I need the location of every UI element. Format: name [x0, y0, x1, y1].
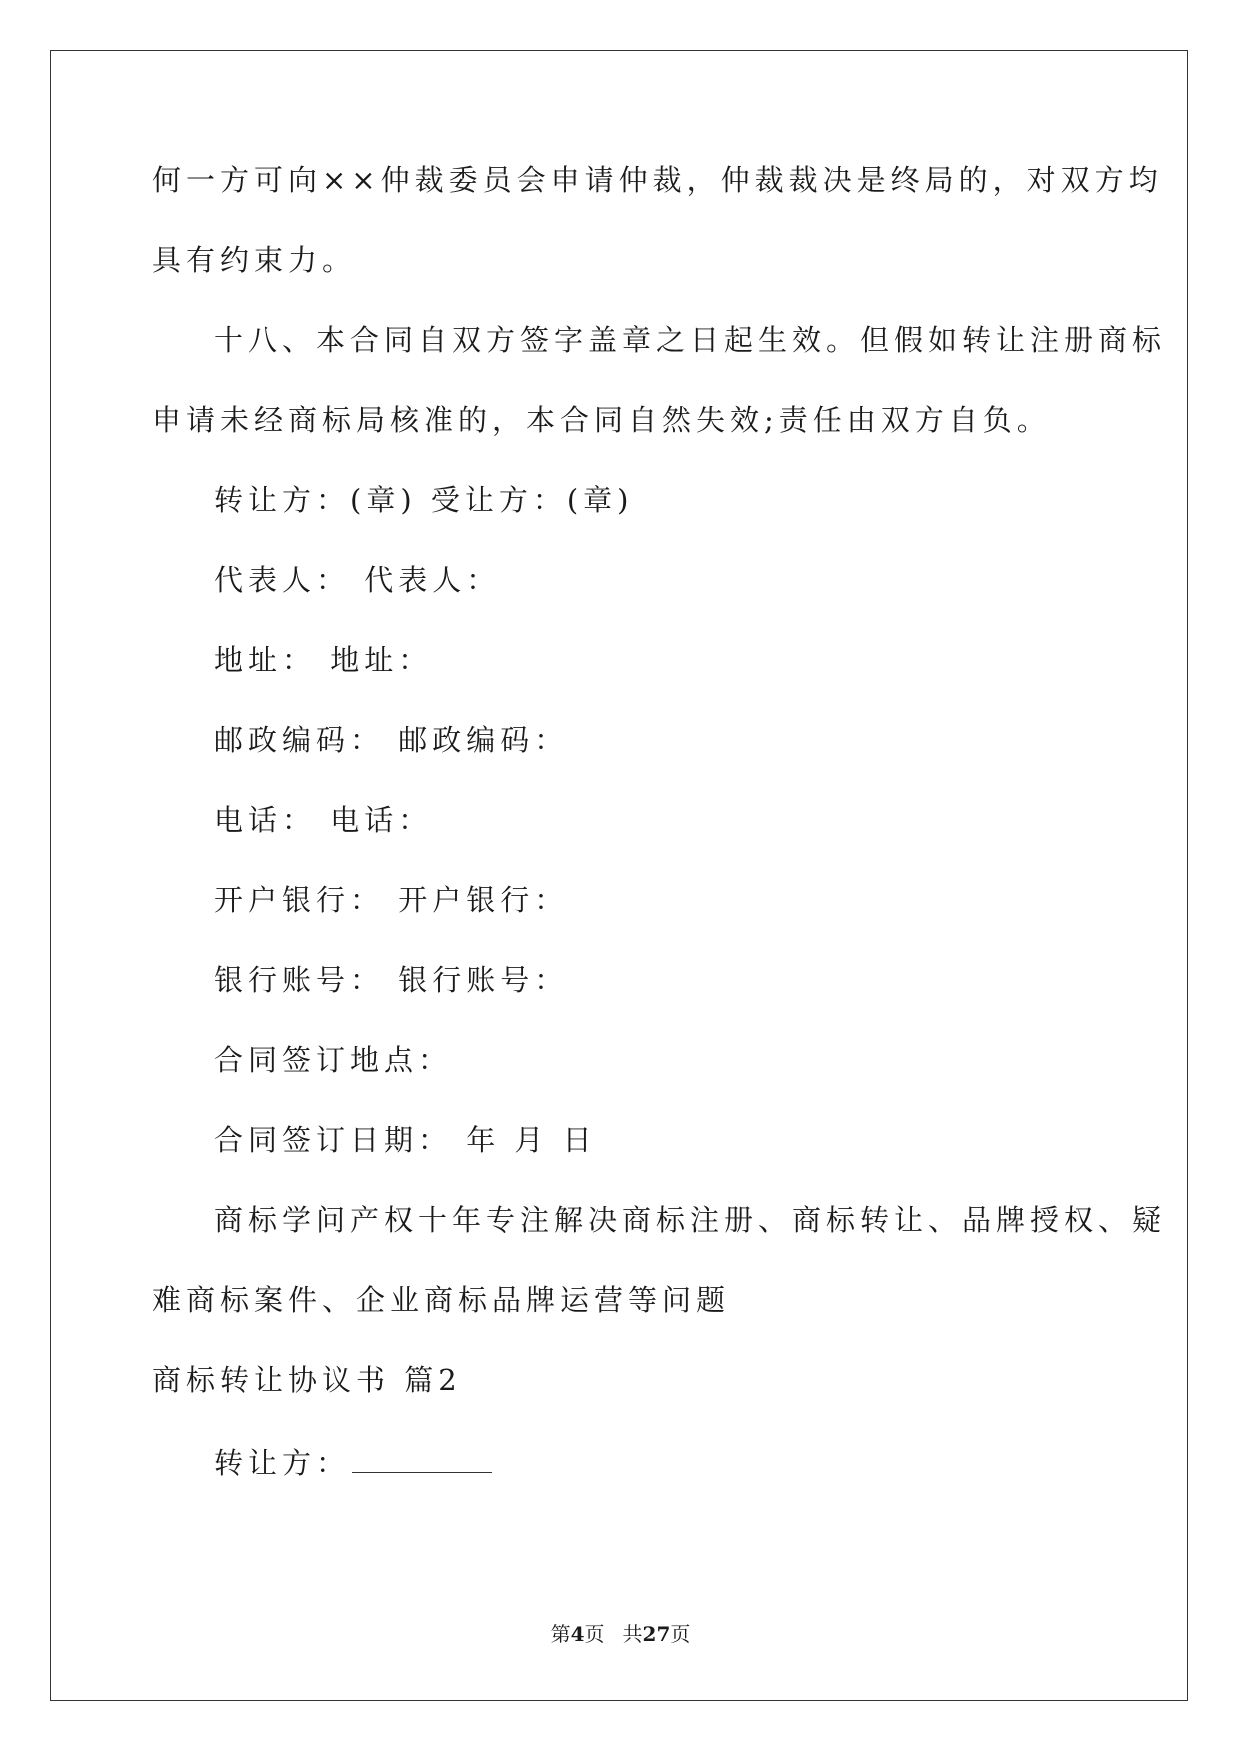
transferor-blank	[352, 1440, 492, 1473]
page-total: 27	[642, 1622, 671, 1646]
total-prefix: 共	[622, 1622, 643, 1646]
document-body	[152, 160, 1167, 1520]
signing-date-field: 合同签订日期： 年 月 日	[214, 1123, 597, 1157]
bank-field: 开户银行： 开户银行：	[214, 883, 569, 917]
postal-code-field: 邮政编码： 邮政编码：	[214, 723, 569, 757]
page-current: 4	[570, 1622, 585, 1646]
signing-place-field: 合同签订地点：	[214, 1043, 453, 1077]
paragraph-line: 何一方可向××仲裁委员会申请仲裁，仲裁裁决是终局的，对双方均	[152, 163, 1163, 197]
transferor-field	[152, 1440, 1087, 1520]
address-field: 地址： 地址：	[214, 643, 433, 677]
signature-transferor-transferee: 转让方：(章) 受让方：(章)	[214, 483, 634, 517]
paragraph-line: 具有约束力。	[152, 243, 357, 277]
page-suffix: 页	[584, 1622, 605, 1646]
paragraph-line: 难商标案件、企业商标品牌运营等问题	[152, 1283, 731, 1317]
promo-paragraph: 商标学问产权十年专注解决商标注册、商标转让、品牌授权、疑	[214, 1203, 1167, 1237]
bank-account-field: 银行账号： 银行账号：	[214, 963, 569, 997]
page-footer	[0, 1618, 1241, 1647]
clause-eighteen: 十八、本合同自双方签字盖章之日起生效。但假如转让注册商标	[214, 323, 1167, 357]
transferor-label: 转让方：	[214, 1446, 351, 1480]
phone-field: 电话： 电话：	[214, 803, 433, 837]
representative-field: 代表人： 代表人：	[214, 563, 501, 597]
page-prefix: 第	[550, 1622, 571, 1646]
total-suffix: 页	[670, 1622, 691, 1646]
paragraph-line: 申请未经商标局核准的，本合同自然失效;责任由双方自负。	[152, 403, 1051, 437]
section-heading: 商标转让协议书 篇2	[152, 1363, 462, 1397]
